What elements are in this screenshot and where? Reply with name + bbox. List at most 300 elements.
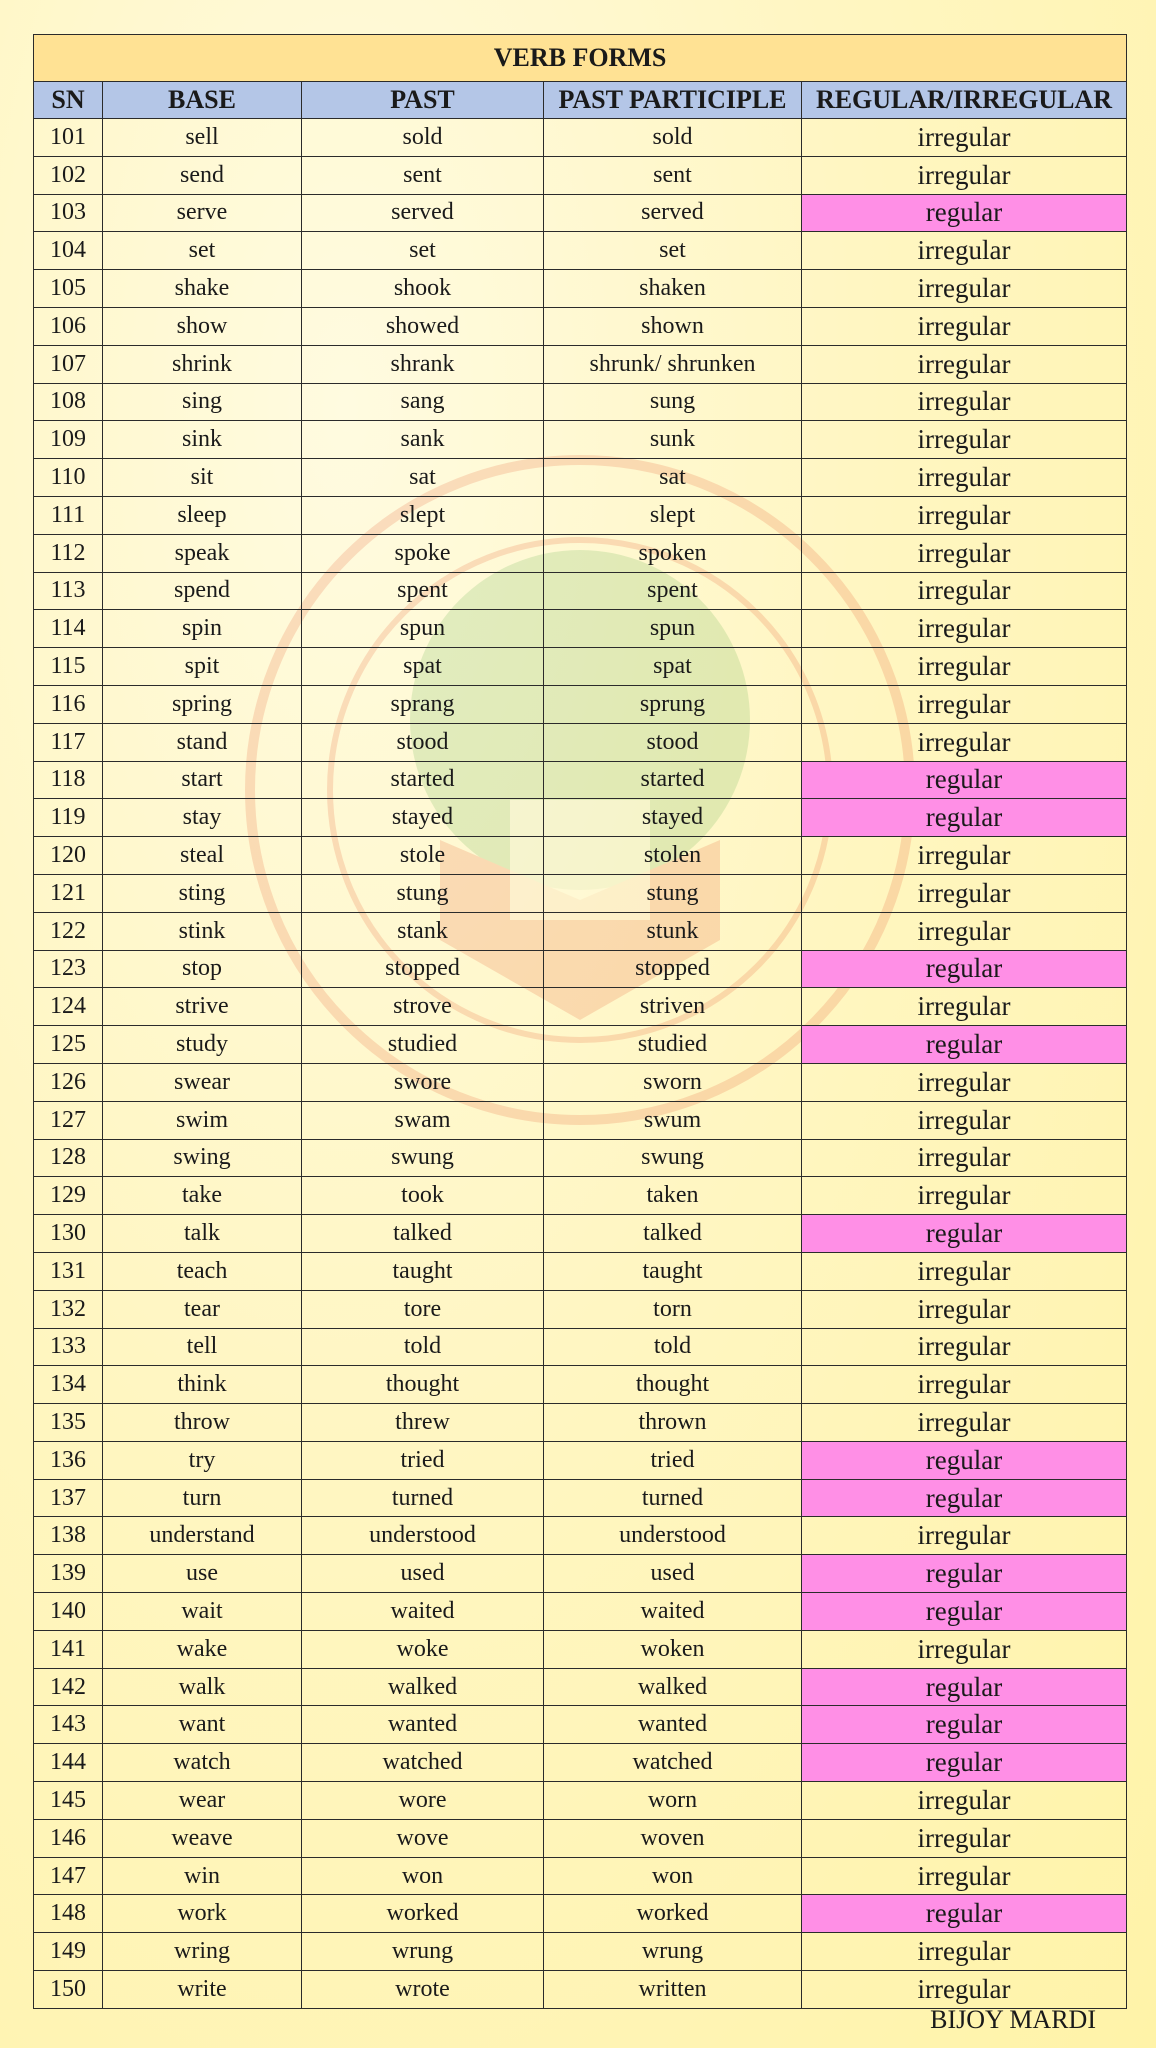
table-row	[34, 345, 1127, 383]
base-cell: stop	[103, 950, 302, 988]
type-cell: irregular	[802, 1517, 1127, 1555]
past-participle-cell: served	[544, 194, 802, 232]
verb-forms-table	[33, 34, 1127, 2009]
base-cell: use	[103, 1555, 302, 1593]
past-cell: spoke	[302, 534, 544, 572]
sn-cell: 135	[34, 1404, 103, 1442]
type-cell: irregular	[802, 648, 1127, 686]
sn-cell: 122	[34, 912, 103, 950]
past-participle-cell: swum	[544, 1101, 802, 1139]
past-participle-cell: worn	[544, 1782, 802, 1820]
sn-cell: 113	[34, 572, 103, 610]
type-cell: regular	[802, 1215, 1127, 1253]
table-row	[34, 1404, 1127, 1442]
past-participle-cell: sold	[544, 119, 802, 157]
type-cell: regular	[802, 1593, 1127, 1631]
past-participle-cell: swung	[544, 1139, 802, 1177]
past-participle-cell: waited	[544, 1593, 802, 1631]
past-participle-cell: spat	[544, 648, 802, 686]
past-cell: taught	[302, 1252, 544, 1290]
sn-cell: 147	[34, 1857, 103, 1895]
sn-cell: 143	[34, 1706, 103, 1744]
base-cell: stink	[103, 912, 302, 950]
sn-cell: 139	[34, 1555, 103, 1593]
sn-cell: 146	[34, 1819, 103, 1857]
table-row	[34, 988, 1127, 1026]
past-participle-cell: tried	[544, 1441, 802, 1479]
type-cell: irregular	[802, 421, 1127, 459]
base-cell: sink	[103, 421, 302, 459]
table-row	[34, 383, 1127, 421]
sn-cell: 120	[34, 837, 103, 875]
sn-cell: 109	[34, 421, 103, 459]
table-row	[34, 1101, 1127, 1139]
past-participle-cell: wrung	[544, 1933, 802, 1971]
column-header-regular-irregular: REGULAR/IRREGULAR	[802, 82, 1127, 119]
sn-cell: 118	[34, 761, 103, 799]
sn-cell: 137	[34, 1479, 103, 1517]
past-cell: threw	[302, 1404, 544, 1442]
past-participle-cell: watched	[544, 1744, 802, 1782]
past-cell: waited	[302, 1593, 544, 1631]
table-row	[34, 1479, 1127, 1517]
past-cell: spent	[302, 572, 544, 610]
past-participle-cell: turned	[544, 1479, 802, 1517]
table-row	[34, 1063, 1127, 1101]
type-cell: regular	[802, 950, 1127, 988]
sn-cell: 104	[34, 232, 103, 270]
past-participle-cell: shrunk/ shrunken	[544, 345, 802, 383]
verb-forms-sheet	[33, 34, 1126, 2009]
sn-cell: 149	[34, 1933, 103, 1971]
table-row	[34, 496, 1127, 534]
column-header-base: BASE	[103, 82, 302, 119]
type-cell: irregular	[802, 496, 1127, 534]
sn-cell: 126	[34, 1063, 103, 1101]
type-cell: irregular	[802, 1366, 1127, 1404]
type-cell: irregular	[802, 119, 1127, 157]
past-participle-cell: spent	[544, 572, 802, 610]
type-cell: regular	[802, 1026, 1127, 1064]
table-row	[34, 1026, 1127, 1064]
table-row	[34, 874, 1127, 912]
base-cell: strive	[103, 988, 302, 1026]
base-cell: talk	[103, 1215, 302, 1253]
base-cell: wring	[103, 1933, 302, 1971]
table-row	[34, 912, 1127, 950]
base-cell: sleep	[103, 496, 302, 534]
past-participle-cell: sprung	[544, 685, 802, 723]
past-participle-cell: striven	[544, 988, 802, 1026]
sn-cell: 125	[34, 1026, 103, 1064]
table-row	[34, 1819, 1127, 1857]
table-row	[34, 459, 1127, 497]
sn-cell: 107	[34, 345, 103, 383]
type-cell: irregular	[802, 1782, 1127, 1820]
past-cell: woke	[302, 1630, 544, 1668]
table-row	[34, 610, 1127, 648]
past-participle-cell: taken	[544, 1177, 802, 1215]
table-row	[34, 1857, 1127, 1895]
past-participle-cell: talked	[544, 1215, 802, 1253]
type-cell: regular	[802, 1668, 1127, 1706]
base-cell: swing	[103, 1139, 302, 1177]
type-cell: regular	[802, 1479, 1127, 1517]
base-cell: turn	[103, 1479, 302, 1517]
base-cell: sell	[103, 119, 302, 157]
table-row	[34, 1782, 1127, 1820]
past-cell: sold	[302, 119, 544, 157]
past-participle-cell: slept	[544, 496, 802, 534]
table-row	[34, 1895, 1127, 1933]
sn-cell: 117	[34, 723, 103, 761]
table-row	[34, 1215, 1127, 1253]
type-cell: regular	[802, 1895, 1127, 1933]
type-cell: irregular	[802, 1290, 1127, 1328]
sn-cell: 136	[34, 1441, 103, 1479]
base-cell: tell	[103, 1328, 302, 1366]
past-cell: stank	[302, 912, 544, 950]
sn-cell: 133	[34, 1328, 103, 1366]
base-cell: stand	[103, 723, 302, 761]
type-cell: irregular	[802, 345, 1127, 383]
type-cell: irregular	[802, 723, 1127, 761]
type-cell: regular	[802, 1744, 1127, 1782]
past-cell: wore	[302, 1782, 544, 1820]
sn-cell: 105	[34, 270, 103, 308]
table-row	[34, 1971, 1127, 2009]
past-cell: wrung	[302, 1933, 544, 1971]
table-row	[34, 1328, 1127, 1366]
type-cell: irregular	[802, 1101, 1127, 1139]
past-participle-cell: stayed	[544, 799, 802, 837]
type-cell: regular	[802, 1555, 1127, 1593]
past-cell: told	[302, 1328, 544, 1366]
table-row	[34, 723, 1127, 761]
type-cell: irregular	[802, 1063, 1127, 1101]
base-cell: wear	[103, 1782, 302, 1820]
past-participle-cell: spun	[544, 610, 802, 648]
past-cell: understood	[302, 1517, 544, 1555]
base-cell: write	[103, 1971, 302, 2009]
table-row	[34, 194, 1127, 232]
past-participle-cell: started	[544, 761, 802, 799]
type-cell: irregular	[802, 383, 1127, 421]
type-cell: irregular	[802, 1139, 1127, 1177]
past-cell: sprang	[302, 685, 544, 723]
table-row	[34, 761, 1127, 799]
type-cell: irregular	[802, 1252, 1127, 1290]
base-cell: study	[103, 1026, 302, 1064]
type-cell: regular	[802, 761, 1127, 799]
sn-cell: 145	[34, 1782, 103, 1820]
base-cell: stay	[103, 799, 302, 837]
table-row	[34, 1290, 1127, 1328]
past-cell: stung	[302, 874, 544, 912]
sn-cell: 123	[34, 950, 103, 988]
table-row	[34, 1744, 1127, 1782]
type-cell: irregular	[802, 912, 1127, 950]
type-cell: irregular	[802, 307, 1127, 345]
table-row	[34, 799, 1127, 837]
table-row	[34, 534, 1127, 572]
type-cell: regular	[802, 1706, 1127, 1744]
table-body	[34, 119, 1127, 2009]
sn-cell: 121	[34, 874, 103, 912]
past-cell: swam	[302, 1101, 544, 1139]
table-row	[34, 1177, 1127, 1215]
table-row	[34, 1139, 1127, 1177]
sn-cell: 112	[34, 534, 103, 572]
past-cell: tried	[302, 1441, 544, 1479]
type-cell: regular	[802, 1441, 1127, 1479]
past-cell: started	[302, 761, 544, 799]
sn-cell: 142	[34, 1668, 103, 1706]
sn-cell: 119	[34, 799, 103, 837]
column-header-past: PAST	[302, 82, 544, 119]
base-cell: teach	[103, 1252, 302, 1290]
past-participle-cell: used	[544, 1555, 802, 1593]
past-cell: stood	[302, 723, 544, 761]
past-cell: stayed	[302, 799, 544, 837]
sn-cell: 116	[34, 685, 103, 723]
past-cell: used	[302, 1555, 544, 1593]
past-cell: set	[302, 232, 544, 270]
sn-cell: 110	[34, 459, 103, 497]
past-participle-cell: sat	[544, 459, 802, 497]
past-participle-cell: torn	[544, 1290, 802, 1328]
type-cell: irregular	[802, 534, 1127, 572]
base-cell: sing	[103, 383, 302, 421]
past-cell: sent	[302, 156, 544, 194]
sn-cell: 108	[34, 383, 103, 421]
past-participle-cell: taught	[544, 1252, 802, 1290]
sn-cell: 129	[34, 1177, 103, 1215]
base-cell: sting	[103, 874, 302, 912]
table-row	[34, 1252, 1127, 1290]
type-cell: irregular	[802, 1328, 1127, 1366]
type-cell: irregular	[802, 988, 1127, 1026]
type-cell: irregular	[802, 1404, 1127, 1442]
type-cell: irregular	[802, 270, 1127, 308]
base-cell: watch	[103, 1744, 302, 1782]
past-cell: stole	[302, 837, 544, 875]
table-row	[34, 1933, 1127, 1971]
table-row	[34, 1555, 1127, 1593]
table-row	[34, 1517, 1127, 1555]
past-cell: strove	[302, 988, 544, 1026]
table-row	[34, 685, 1127, 723]
table-title: VERB FORMS	[34, 35, 1127, 82]
past-cell: served	[302, 194, 544, 232]
type-cell: irregular	[802, 1819, 1127, 1857]
base-cell: show	[103, 307, 302, 345]
sn-cell: 141	[34, 1630, 103, 1668]
base-cell: want	[103, 1706, 302, 1744]
sn-cell: 102	[34, 156, 103, 194]
column-header-past-participle: PAST PARTICIPLE	[544, 82, 802, 119]
past-participle-cell: spoken	[544, 534, 802, 572]
base-cell: think	[103, 1366, 302, 1404]
base-cell: try	[103, 1441, 302, 1479]
base-cell: set	[103, 232, 302, 270]
base-cell: swear	[103, 1063, 302, 1101]
past-participle-cell: stung	[544, 874, 802, 912]
past-cell: worked	[302, 1895, 544, 1933]
type-cell: irregular	[802, 685, 1127, 723]
table-row	[34, 950, 1127, 988]
past-cell: sank	[302, 421, 544, 459]
past-cell: wove	[302, 1819, 544, 1857]
table-row	[34, 270, 1127, 308]
sn-cell: 144	[34, 1744, 103, 1782]
past-cell: slept	[302, 496, 544, 534]
type-cell: irregular	[802, 156, 1127, 194]
table-row	[34, 232, 1127, 270]
past-cell: swore	[302, 1063, 544, 1101]
table-row	[34, 1630, 1127, 1668]
past-cell: watched	[302, 1744, 544, 1782]
past-cell: shook	[302, 270, 544, 308]
type-cell: regular	[802, 799, 1127, 837]
sn-cell: 106	[34, 307, 103, 345]
base-cell: take	[103, 1177, 302, 1215]
base-cell: understand	[103, 1517, 302, 1555]
past-cell: spat	[302, 648, 544, 686]
type-cell: irregular	[802, 874, 1127, 912]
sn-cell: 101	[34, 119, 103, 157]
sn-cell: 115	[34, 648, 103, 686]
past-cell: wanted	[302, 1706, 544, 1744]
table-row	[34, 572, 1127, 610]
past-cell: studied	[302, 1026, 544, 1064]
base-cell: weave	[103, 1819, 302, 1857]
sn-cell: 103	[34, 194, 103, 232]
past-participle-cell: wanted	[544, 1706, 802, 1744]
past-participle-cell: worked	[544, 1895, 802, 1933]
base-cell: wake	[103, 1630, 302, 1668]
type-cell: irregular	[802, 1857, 1127, 1895]
sn-cell: 128	[34, 1139, 103, 1177]
sn-cell: 148	[34, 1895, 103, 1933]
base-cell: start	[103, 761, 302, 799]
table-row	[34, 307, 1127, 345]
base-cell: work	[103, 1895, 302, 1933]
past-cell: showed	[302, 307, 544, 345]
type-cell: irregular	[802, 459, 1127, 497]
past-participle-cell: stolen	[544, 837, 802, 875]
past-participle-cell: woken	[544, 1630, 802, 1668]
sn-cell: 150	[34, 1971, 103, 2009]
base-cell: speak	[103, 534, 302, 572]
past-participle-cell: sung	[544, 383, 802, 421]
past-participle-cell: shown	[544, 307, 802, 345]
past-participle-cell: understood	[544, 1517, 802, 1555]
base-cell: send	[103, 156, 302, 194]
base-cell: shrink	[103, 345, 302, 383]
sn-cell: 131	[34, 1252, 103, 1290]
past-cell: swung	[302, 1139, 544, 1177]
past-cell: turned	[302, 1479, 544, 1517]
table-row	[34, 1366, 1127, 1404]
sn-cell: 124	[34, 988, 103, 1026]
base-cell: serve	[103, 194, 302, 232]
sn-cell: 134	[34, 1366, 103, 1404]
base-cell: walk	[103, 1668, 302, 1706]
base-cell: spit	[103, 648, 302, 686]
type-cell: irregular	[802, 1933, 1127, 1971]
past-participle-cell: stopped	[544, 950, 802, 988]
past-cell: tore	[302, 1290, 544, 1328]
table-row	[34, 1668, 1127, 1706]
author-signature: BIJOY MARDI	[930, 2005, 1096, 2034]
past-cell: spun	[302, 610, 544, 648]
type-cell: irregular	[802, 610, 1127, 648]
base-cell: tear	[103, 1290, 302, 1328]
sn-cell: 114	[34, 610, 103, 648]
past-participle-cell: walked	[544, 1668, 802, 1706]
table-row	[34, 1593, 1127, 1631]
past-cell: walked	[302, 1668, 544, 1706]
past-participle-cell: woven	[544, 1819, 802, 1857]
past-participle-cell: told	[544, 1328, 802, 1366]
past-participle-cell: stunk	[544, 912, 802, 950]
base-cell: spin	[103, 610, 302, 648]
sn-cell: 140	[34, 1593, 103, 1631]
base-cell: steal	[103, 837, 302, 875]
type-cell: irregular	[802, 1971, 1127, 2009]
past-cell: stopped	[302, 950, 544, 988]
past-participle-cell: thrown	[544, 1404, 802, 1442]
table-row	[34, 1441, 1127, 1479]
base-cell: wait	[103, 1593, 302, 1631]
sn-cell: 127	[34, 1101, 103, 1139]
table-row	[34, 421, 1127, 459]
past-cell: shrank	[302, 345, 544, 383]
sn-cell: 138	[34, 1517, 103, 1555]
base-cell: swim	[103, 1101, 302, 1139]
sn-cell: 132	[34, 1290, 103, 1328]
table-row	[34, 119, 1127, 157]
past-participle-cell: sunk	[544, 421, 802, 459]
base-cell: spring	[103, 685, 302, 723]
past-participle-cell: shaken	[544, 270, 802, 308]
type-cell: irregular	[802, 572, 1127, 610]
column-header-sn: SN	[34, 82, 103, 119]
past-cell: wrote	[302, 1971, 544, 2009]
past-cell: talked	[302, 1215, 544, 1253]
table-row	[34, 1706, 1127, 1744]
base-cell: shake	[103, 270, 302, 308]
table-row	[34, 156, 1127, 194]
past-cell: sat	[302, 459, 544, 497]
type-cell: irregular	[802, 232, 1127, 270]
type-cell: irregular	[802, 1630, 1127, 1668]
base-cell: throw	[103, 1404, 302, 1442]
past-participle-cell: won	[544, 1857, 802, 1895]
header-row	[34, 82, 1127, 119]
type-cell: irregular	[802, 837, 1127, 875]
table-row	[34, 648, 1127, 686]
past-participle-cell: stood	[544, 723, 802, 761]
past-participle-cell: set	[544, 232, 802, 270]
base-cell: sit	[103, 459, 302, 497]
base-cell: spend	[103, 572, 302, 610]
past-participle-cell: sworn	[544, 1063, 802, 1101]
base-cell: win	[103, 1857, 302, 1895]
past-cell: sang	[302, 383, 544, 421]
past-participle-cell: studied	[544, 1026, 802, 1064]
